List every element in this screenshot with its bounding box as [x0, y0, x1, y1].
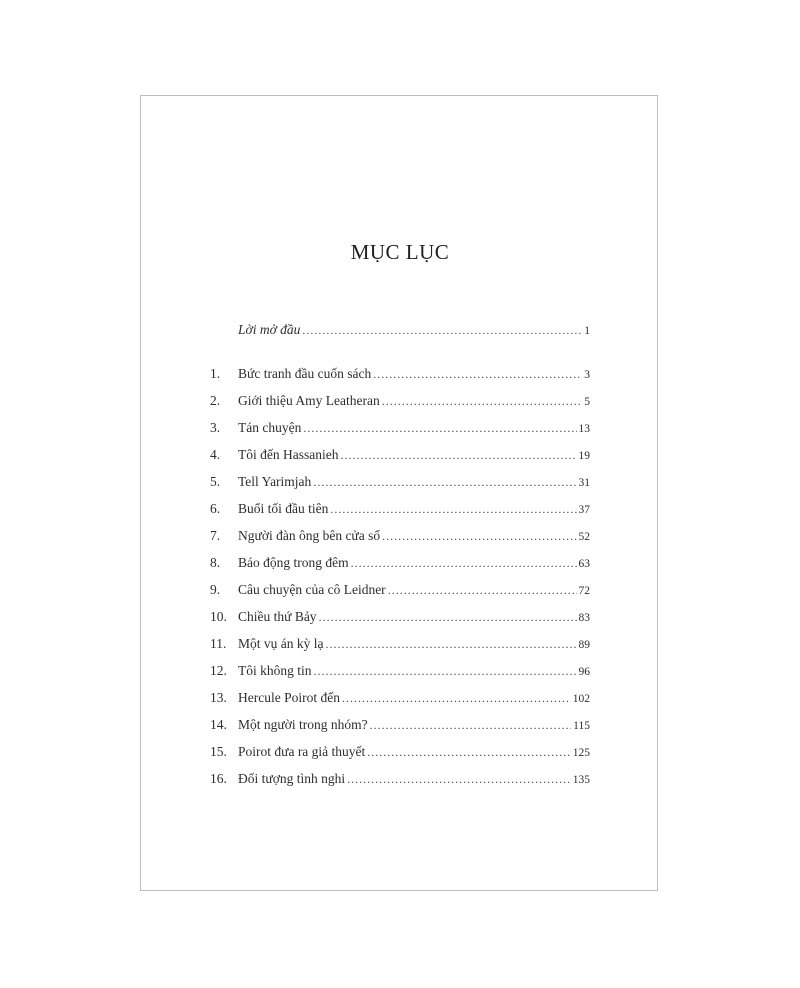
- toc-dot-leader: [313, 475, 576, 490]
- toc-entry-label: Lời mở đầu: [238, 322, 301, 337]
- toc-page-number: 19: [578, 450, 590, 462]
- toc-entry-preface[interactable]: [210, 322, 590, 349]
- toc-entry-label: Buổi tối đầu tiên: [238, 501, 329, 516]
- toc-number: 4.: [210, 447, 221, 462]
- toc-page-number: 1: [584, 325, 590, 337]
- toc-dot-leader: [319, 610, 577, 625]
- toc-entry-chapter[interactable]: [210, 744, 590, 771]
- toc-number: 10.: [210, 609, 227, 624]
- toc-page-number: 125: [572, 747, 590, 759]
- toc-page-number: 37: [578, 504, 590, 516]
- toc-page-number: 5: [584, 396, 590, 408]
- toc-dot-leader: [388, 583, 577, 598]
- toc-dot-leader: [314, 664, 577, 679]
- toc-page-number: 72: [578, 585, 590, 597]
- toc-entry-label: Tell Yarimjah: [238, 474, 312, 489]
- toc-entry-chapter[interactable]: [210, 420, 590, 447]
- toc-entry-chapter[interactable]: [210, 474, 590, 501]
- toc-number: 16.: [210, 771, 227, 786]
- toc-entry-chapter[interactable]: [210, 501, 590, 528]
- toc-entry-label: Đối tượng tình nghi: [238, 771, 346, 786]
- toc-number: 11.: [210, 636, 227, 651]
- toc-entry-label: Hercule Poirot đến: [238, 690, 340, 705]
- toc-entry-label: Tôi đến Hassanieh: [238, 447, 339, 462]
- toc-entry-chapter[interactable]: [210, 609, 590, 636]
- toc-page-number: 3: [584, 369, 590, 381]
- toc-number: 3.: [210, 420, 221, 435]
- toc-number: 7.: [210, 528, 221, 543]
- toc-entry-label: Poirot đưa ra giả thuyết: [238, 744, 366, 759]
- toc-number: 9.: [210, 582, 221, 597]
- toc-entry-chapter[interactable]: [210, 663, 590, 690]
- toc-entry-chapter[interactable]: [210, 771, 590, 798]
- toc-entry-chapter[interactable]: [210, 393, 590, 420]
- toc-entry-chapter[interactable]: [210, 717, 590, 744]
- toc-page-number: 96: [578, 666, 590, 678]
- toc-entry-chapter[interactable]: [210, 582, 590, 609]
- toc-page-number: 63: [578, 558, 590, 570]
- toc-entry-label: Người đàn ông bên cửa sổ: [238, 528, 381, 543]
- table-of-contents: [210, 322, 590, 798]
- toc-entry-label: Báo động trong đêm: [238, 555, 349, 570]
- toc-entry-label: Giới thiệu Amy Leatheran: [238, 393, 380, 408]
- toc-entry-chapter[interactable]: [210, 447, 590, 474]
- toc-dot-leader: [340, 448, 576, 463]
- toc-entry-label: Câu chuyện của cô Leidner: [238, 582, 386, 597]
- toc-page-number: 31: [578, 477, 590, 489]
- toc-dot-leader: [347, 772, 571, 787]
- toc-dot-leader: [351, 556, 577, 571]
- toc-dot-leader: [370, 718, 572, 733]
- toc-page-number: 52: [578, 531, 590, 543]
- toc-entry-chapter[interactable]: [210, 636, 590, 663]
- toc-dot-leader: [382, 529, 576, 544]
- toc-entry-label: Một người trong nhóm?: [238, 717, 368, 732]
- toc-page-number: 115: [573, 720, 590, 732]
- toc-dot-leader: [326, 637, 577, 652]
- page-title: MỤC LỤC: [350, 240, 450, 264]
- toc-entry-chapter[interactable]: [210, 690, 590, 717]
- toc-entry-chapter[interactable]: [210, 555, 590, 582]
- toc-page-number: 89: [578, 639, 590, 651]
- toc-dot-leader: [303, 421, 576, 436]
- toc-number: 1.: [210, 366, 221, 381]
- toc-entry-label: Một vụ án kỳ lạ: [238, 636, 324, 651]
- toc-number: 14.: [210, 717, 227, 732]
- toc-dot-leader: [342, 691, 571, 706]
- toc-dot-leader: [367, 745, 570, 760]
- toc-page-number: 135: [572, 774, 590, 786]
- toc-entry-chapter[interactable]: [210, 366, 590, 393]
- toc-dot-leader: [330, 502, 576, 517]
- chapter-list: [210, 366, 590, 798]
- toc-dot-leader: [382, 394, 583, 409]
- toc-page-number: 13: [578, 423, 590, 435]
- toc-entry-label: Chiều thứ Bảy: [238, 609, 317, 624]
- toc-number: 5.: [210, 474, 221, 489]
- toc-dot-leader: [373, 367, 582, 382]
- toc-number: 12.: [210, 663, 227, 678]
- toc-dot-leader: [302, 323, 582, 338]
- toc-number: 2.: [210, 393, 221, 408]
- toc-entry-label: Tán chuyện: [238, 420, 302, 435]
- toc-number: 8.: [210, 555, 221, 570]
- toc-number: 13.: [210, 690, 227, 705]
- toc-entry-chapter[interactable]: [210, 528, 590, 555]
- toc-entry-label: Bức tranh đầu cuốn sách: [238, 366, 372, 381]
- toc-number: 6.: [210, 501, 221, 516]
- toc-entry-label: Tôi không tin: [238, 663, 312, 678]
- toc-page-number: 102: [572, 693, 590, 705]
- toc-page-number: 83: [578, 612, 590, 624]
- toc-number: 15.: [210, 744, 227, 759]
